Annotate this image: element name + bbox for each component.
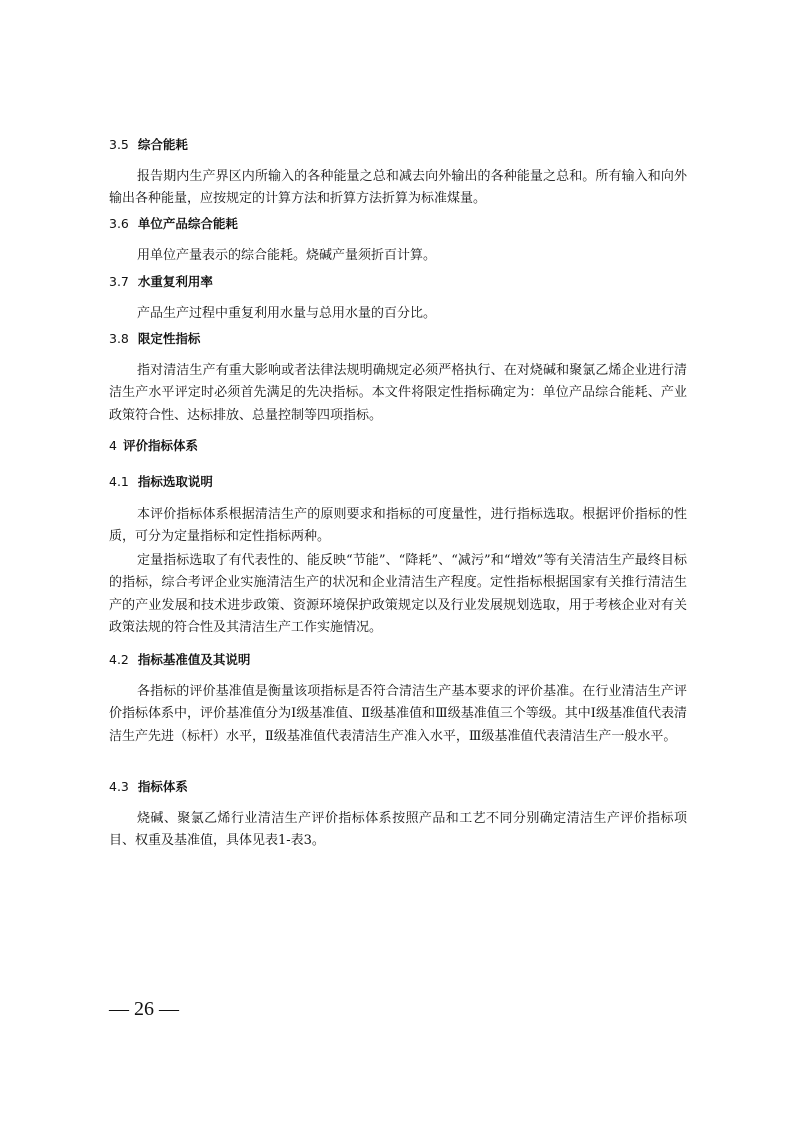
heading-4-2 bbox=[109, 651, 250, 669]
paragraph-4-3: 烧碱、聚氯乙烯行业清洁生产评价指标体系按照产品和工艺不同分别确定清洁生产评价指标项目、权重及基准值，具体见表1-表3。 bbox=[109, 811, 687, 849]
paragraph-3-6: 用单位产量表示的综合能耗。烧碱产量须折百计算。 bbox=[137, 248, 437, 263]
heading-number: 4 bbox=[109, 438, 117, 453]
heading-title: 指标选取说明 bbox=[137, 474, 213, 489]
paragraph-4-1-a: 本评价指标体系根据清洁生产的原则要求和指标的可度量性，进行指标选取。根据评价指标的性质，可分为定量指标和定性指标两种。 bbox=[109, 507, 687, 545]
page-number: — 26 — bbox=[109, 998, 179, 1020]
heading-number: 3.8 bbox=[109, 331, 129, 346]
heading-4-3 bbox=[109, 778, 188, 796]
heading-title: 指标体系 bbox=[137, 779, 188, 794]
heading-number: 3.7 bbox=[109, 274, 129, 289]
heading-title: 综合能耗 bbox=[137, 137, 188, 152]
heading-number: 3.6 bbox=[109, 216, 129, 231]
paragraph-3-8: 指对清洁生产有重大影响或者法律法规明确规定必须严格执行、在对烧碱和聚氯乙烯企业进行清洁生产水平评定时必须首先满足的先决指标。本文件将限定性指标确定为：单位产品综合能耗、产业政策符合性、达标排放、总量控制等四项指标。 bbox=[109, 363, 687, 423]
heading-3-8 bbox=[109, 330, 200, 348]
heading-4-1 bbox=[109, 473, 213, 491]
heading-number: 4.3 bbox=[109, 779, 129, 794]
paragraph-4-1-b: 定量指标选取了有代表性的、能反映“节能”、“降耗”、“减污”和“增效”等有关清洁生产最终目标的指标，综合考评企业实施清洁生产的状况和企业清洁生产程度。定性指标根据国家有关推行清洁生产的产业发展和技术进步政策、资源环境保护政策规定以及行业发展规划选取，用于考核企业对有关政策法规的符合性及其清洁生产工作实施情况。 bbox=[109, 553, 687, 635]
heading-3-5 bbox=[109, 136, 188, 154]
heading-title: 指标基准值及其说明 bbox=[137, 652, 251, 667]
heading-title: 单位产品综合能耗 bbox=[137, 216, 238, 231]
heading-3-7 bbox=[109, 273, 213, 291]
heading-title: 评价指标体系 bbox=[122, 438, 198, 453]
heading-title: 水重复利用率 bbox=[137, 274, 213, 289]
heading-number: 3.5 bbox=[109, 137, 129, 152]
heading-3-6 bbox=[109, 215, 238, 233]
heading-number: 4.1 bbox=[109, 474, 129, 489]
paragraph-4-2: 各指标的评价基准值是衡量该项指标是否符合清洁生产基本要求的评价基准。在行业清洁生产评价指标体系中，评价基准值分为Ⅰ级基准值、Ⅱ级基准值和Ⅲ级基准值三个等级。其中Ⅰ级基准值代表清洁生产先进（标杆）水平，Ⅱ级基准值代表清洁生产准入水平，Ⅲ级基准值代表清洁生产一般水平。 bbox=[109, 684, 687, 744]
heading-4 bbox=[109, 437, 198, 455]
heading-title: 限定性指标 bbox=[137, 331, 201, 346]
heading-number: 4.2 bbox=[109, 652, 129, 667]
paragraph-3-7: 产品生产过程中重复利用水量与总用水量的百分比。 bbox=[137, 306, 437, 321]
paragraph-3-5: 报告期内生产界区内所输入的各种能量之总和减去向外输出的各种能量之总和。所有输入和向外输出各种能量，应按规定的计算方法和折算方法折算为标准煤量。 bbox=[109, 169, 687, 207]
